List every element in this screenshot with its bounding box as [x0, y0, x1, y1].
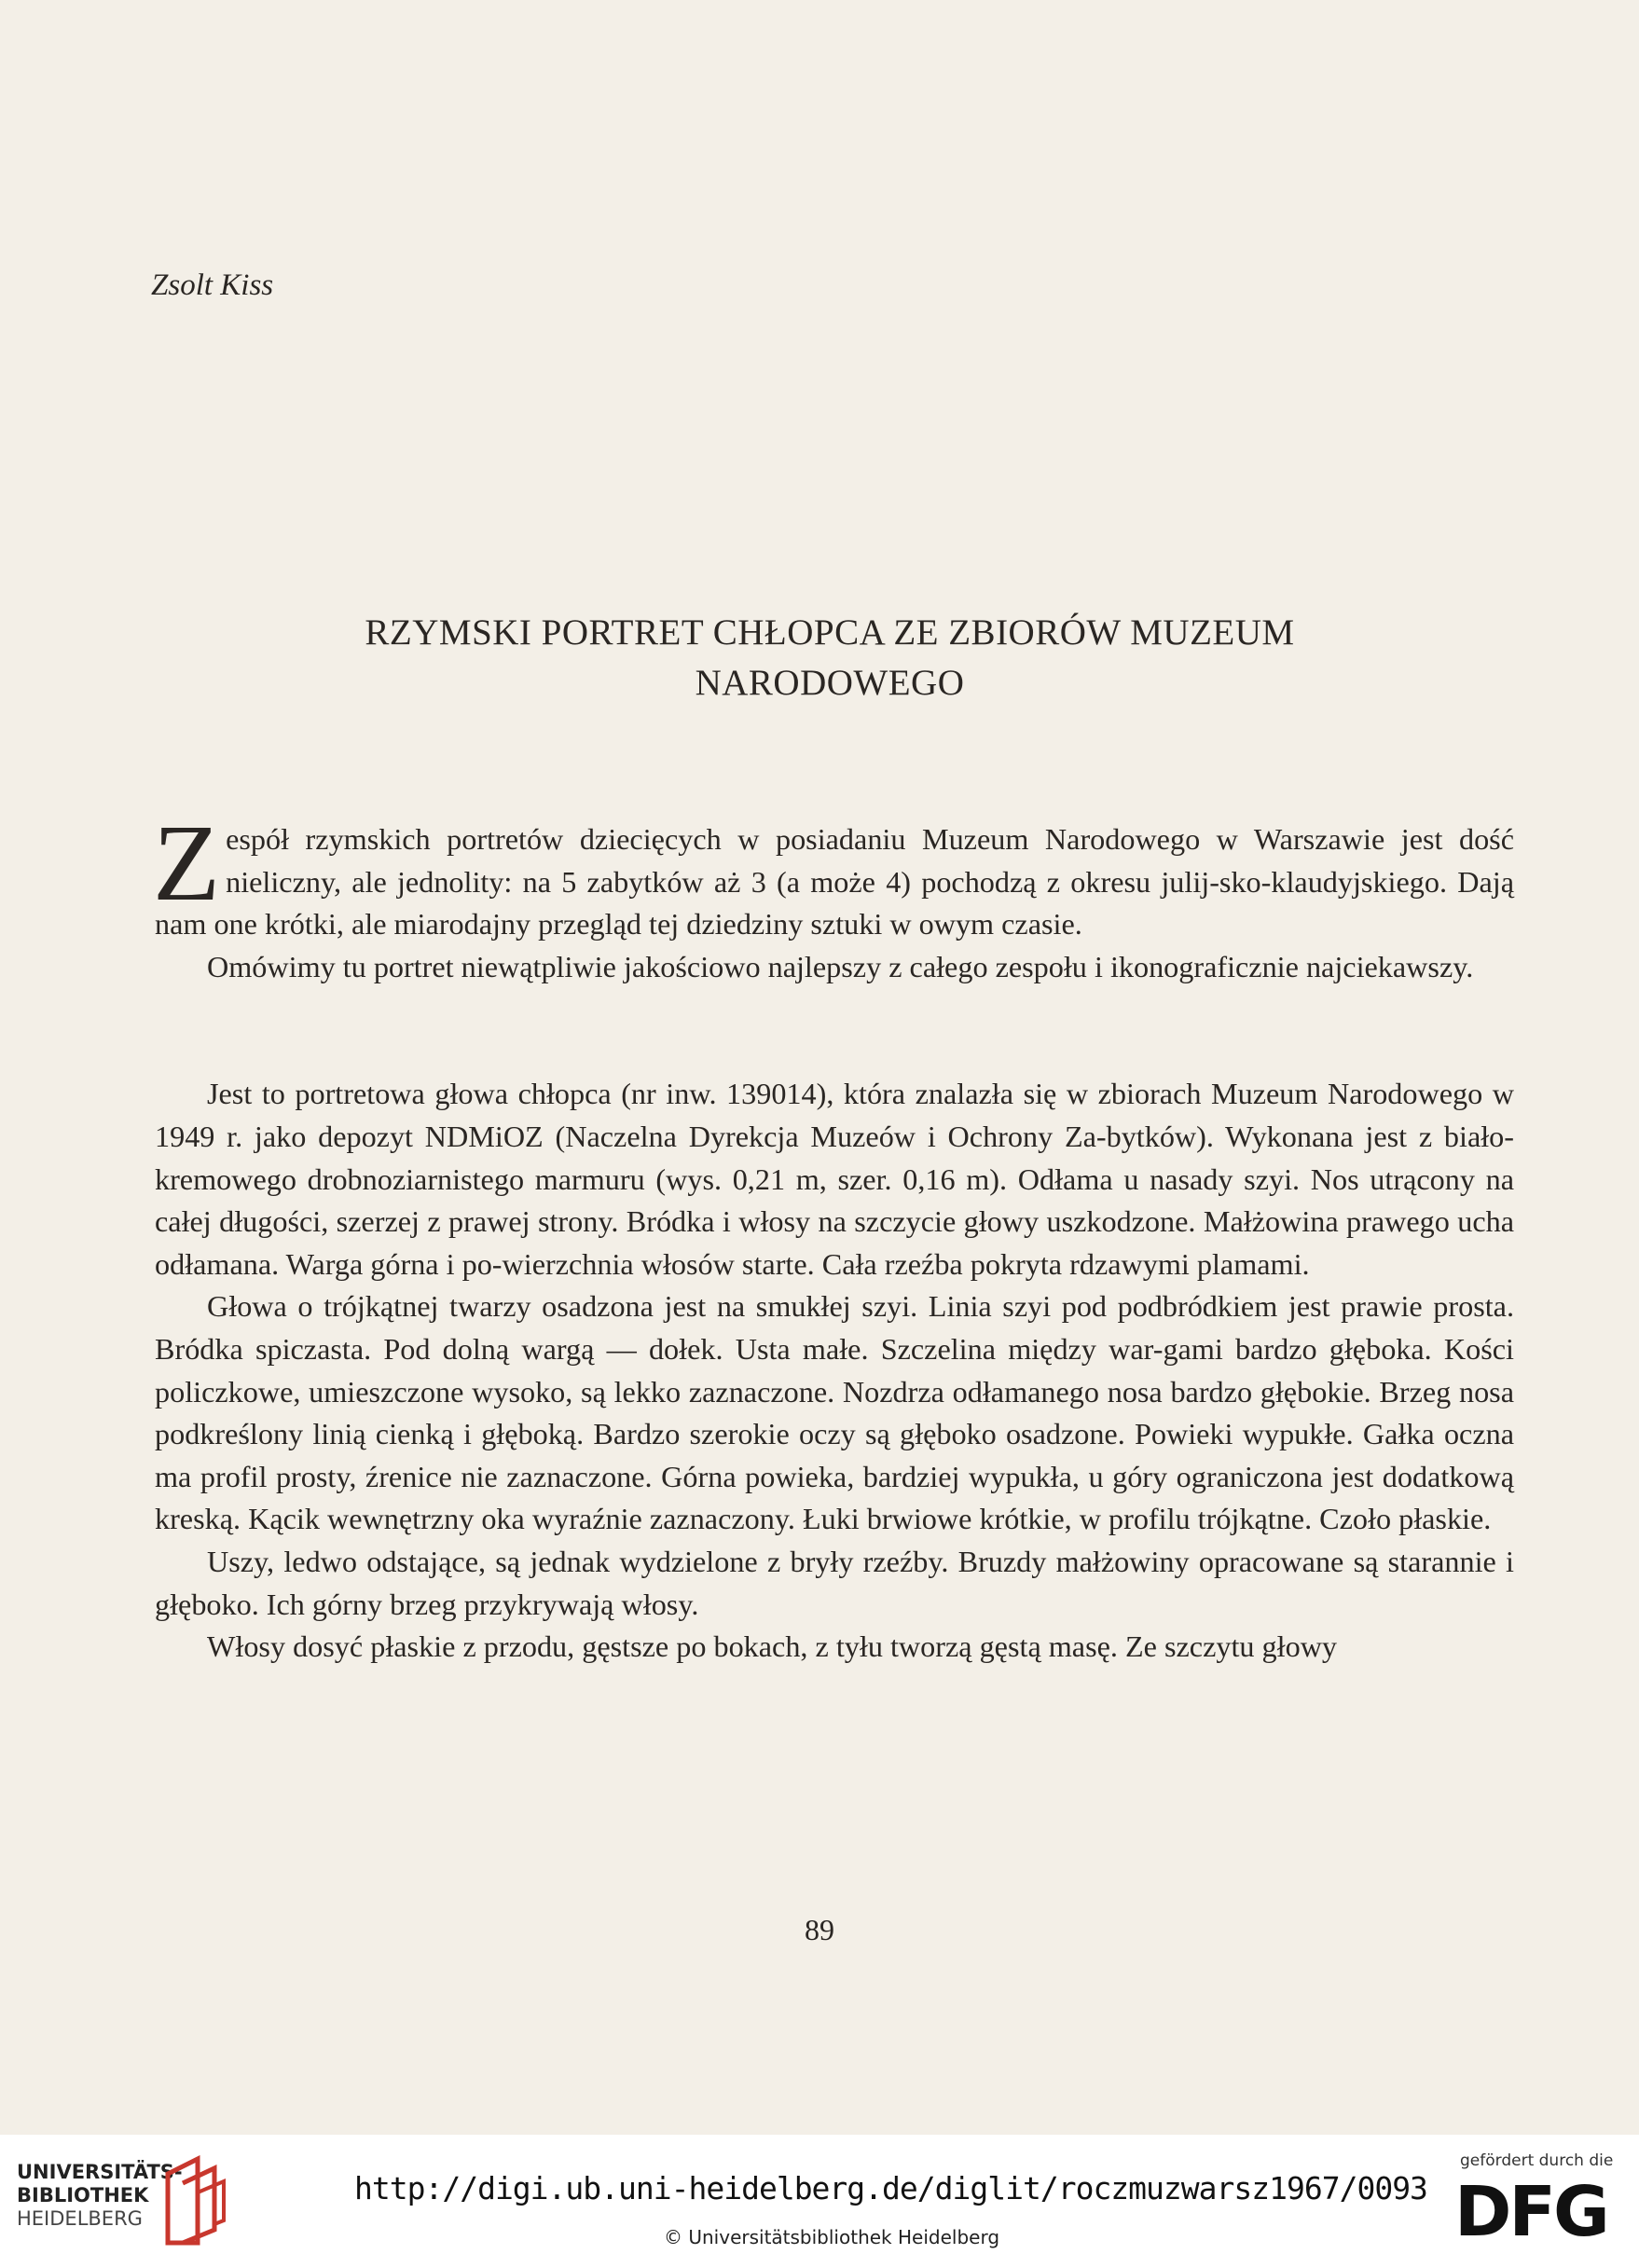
drop-cap: Z — [153, 802, 221, 924]
library-line-2: BIBLIOTHEK — [17, 2184, 149, 2206]
paragraph-5: Uszy, ledwo odstające, są jednak wydzielone z bryły rzeźby. Bruzdy małżowiny opracowane są starannie i głęboko. Ich górny brzeg przykrywają włosy. — [155, 1544, 1514, 1621]
library-name — [17, 2161, 183, 2231]
paragraph-3: Jest to portretowa głowa chłopca (nr inw. 139014), która znalazła się w zbiorach Muzeum Narodowego w 1949 r. jako depozyt NDMiOZ (Naczelna Dyrekcja Muzeów i Ochrony Za-bytków). Wykonana jest z biało-kremowego drobnoziarnistego marmuru (wys. 0,21 m, szer. 0,16 m). Odłama u nasady szyi. Nos utrącony na całej długości, szerzej z prawej strony. Bródka i włosy na szczycie głowy uszkodzone. Małżowina prawego ucha odłamana. Warga górna i po-wierzchnia włosów starte. Cała rzeźba pokryta rdzawymi plamami. — [155, 1077, 1514, 1281]
article-body — [153, 802, 1514, 1669]
paragraph-4: Głowa o trójkątnej twarzy osadzona jest na smukłej szyi. Linia szyi pod podbródkiem jest prawie prosta. Bródka spiczasta. Pod dolną wargą — dołek. Usta małe. Szczelina między war-gami bardzo głęboka. Kości policzkowe, umieszczone wysoko, są lekko zaznaczone. Nozdrza odłamanego nosa bardzo głębokie. Brzeg nosa podkreślony linią cienką i głęboką. Bardzo szerokie oczy są głęboko osadzone. Powieki wypukłe. Gałka oczna ma profil prosty, źrenice nie zaznaczone. Górna powieka, bardziej wypukła, u góry ograniczona jest dodatkową kreską. Kącik wewnętrzny oka wyraźnie zaznaczony. Łuki brwiowe krótkie, w profilu trójkątne. Czoło płaskie. — [155, 1289, 1514, 1536]
author-name: Zsolt Kiss — [151, 268, 274, 302]
library-line-1: UNIVERSITÄTS- — [17, 2161, 183, 2183]
page-url-link[interactable]: http://digi.ub.uni-heidelberg.de/diglit/roczmuzwarsz1967/0093 — [354, 2170, 1427, 2206]
library-line-3: HEIDELBERG — [17, 2207, 143, 2230]
page-number: 89 — [805, 1913, 834, 1946]
article-title — [149, 608, 1510, 708]
paragraph-1 — [153, 802, 1514, 946]
dfg-logo: DFG — [1454, 2172, 1607, 2252]
funding-caption: gefördert durch die — [1460, 2151, 1614, 2170]
paragraph-2: Omówimy tu portret niewątpliwie jakościowo najlepszy z całego zespołu i ikonograficznie najciekawszy. — [207, 949, 1474, 983]
title-line-2: NARODOWEGO — [695, 663, 965, 703]
copyright-notice: © Universitätsbibliothek Heidelberg — [664, 2226, 1000, 2248]
title-line-1: RZYMSKI PORTRET CHŁOPCA ZE ZBIORÓW MUZEUM — [365, 612, 1295, 653]
digitization-footer — [0, 2135, 1639, 2268]
paragraph-1-text: espół rzymskich portretów dziecięcych w posiadaniu Muzeum Narodowego w Warszawie jest dość nieliczny, ale jednolity: na 5 zabytków aż 3 (a może 4) pochodzą z okresu julij-sko-klaudyjskiego. Dają nam one krótki, ale miarodajny przegląd tej dziedziny sztuki w owym czasie. — [155, 822, 1514, 942]
paragraph-6: Włosy dosyć płaskie z przodu, gęstsze po bokach, z tyłu tworzą gęstą masę. Ze szczytu głowy — [207, 1629, 1338, 1664]
library-logo-icon — [160, 2155, 227, 2247]
